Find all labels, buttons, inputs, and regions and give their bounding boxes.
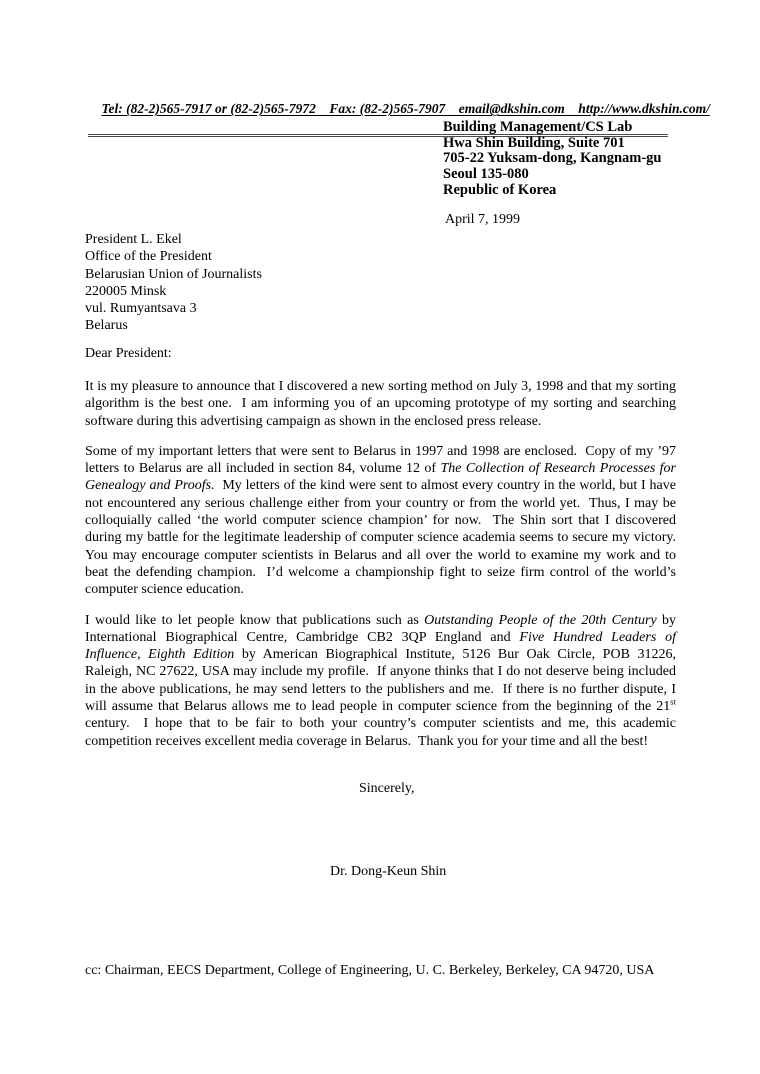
signer-name: Dr. Dong-Keun Shin (330, 864, 447, 879)
sender-address-line: Hwa Shin Building, Suite 701 (443, 134, 625, 151)
valediction: Sincerely, (359, 781, 415, 796)
letter-body (85, 378, 683, 763)
salutation: Dear President: (85, 346, 172, 361)
sender-address-line: Building Management/CS Lab (443, 119, 633, 135)
recipient-line: 220005 Minsk (85, 283, 167, 299)
body-paragraph-3: I would like to let people know that publications such as Outstanding People of the 20th Century by International Biographical Centre, Cambridge CB2 3QP England and Five Hundred Leaders of Influence, Eighth Edition by American Biographical Institute, 5126 Bur Oak Circle, POB 31226, Raleigh, NC 27622, USA may include my profile. If anyone thinks that I do not deserve being included in the above publications, he may send letters to the publishers and me. If there is no further dispute, I will assume that Belarus allows me to lead people in computer science from the beginning of the 21st century. I hope that to be fair to both your country’s computer scientists and me, this academic competition receives excellent media coverage in Belarus. Thank you for your time and all the best! (85, 612, 680, 749)
sender-address-line: Seoul 135-080 (443, 166, 529, 183)
body-paragraph-1: It is my pleasure to announce that I discovered a new sorting method on July 3, 1998 and that my sorting algorithm is the best one. I am informing you of an upcoming prototype of my sorting and searching software during this advertising campaign as shown in the enclosed press release. (85, 379, 680, 429)
cc-line: cc: Chairman, EECS Department, College of Engineering, U. C. Berkeley, Berkeley, CA 94720, USA (85, 963, 655, 978)
sender-address-line: Republic of Korea (443, 181, 557, 198)
recipient-line: vul. Rumyantsava 3 (85, 301, 197, 317)
body-paragraph-2: Some of my important letters that were sent to Belarus in 1997 and 1998 are enclosed. Copy of my ’97 letters to Belarus are all included in section 84, volume 12 of The Collection of Research Processes for Genealogy and Proofs. My letters of the kind were sent to almost every country in the world, but I have not encountered any serious challenge either from your country or from the world yet. Thus, I may be colloquially called ‘the world computer science champion’ for now. The Shin sort that I discovered during my battle for the legitimate leadership of computer science academia seems to secure my victory. You may encourage computer scientists in Belarus and all over the world to examine my work and to beat the defending champion. I’d welcome a championship fight to seize firm control of the world’s computer science education. (85, 443, 683, 598)
recipient-line: Belarus (85, 318, 128, 334)
recipient-line: Belarusian Union of Journalists (85, 266, 262, 282)
contact-info-line: Tel: (82-2)565-7917 or (82-2)565-7972 Fax: (82-2)565-7907 email@dkshin.com http://www.dkshin.com/ (101, 101, 710, 116)
sender-address-block (443, 120, 662, 199)
letter-date: April 7, 1999 (445, 212, 521, 227)
recipient-address-block (85, 231, 262, 335)
recipient-line: President L. Ekel (85, 232, 182, 247)
recipient-line: Office of the President (85, 249, 212, 265)
sender-address-line: 705-22 Yuksam-dong, Kangnam-gu (443, 150, 662, 167)
